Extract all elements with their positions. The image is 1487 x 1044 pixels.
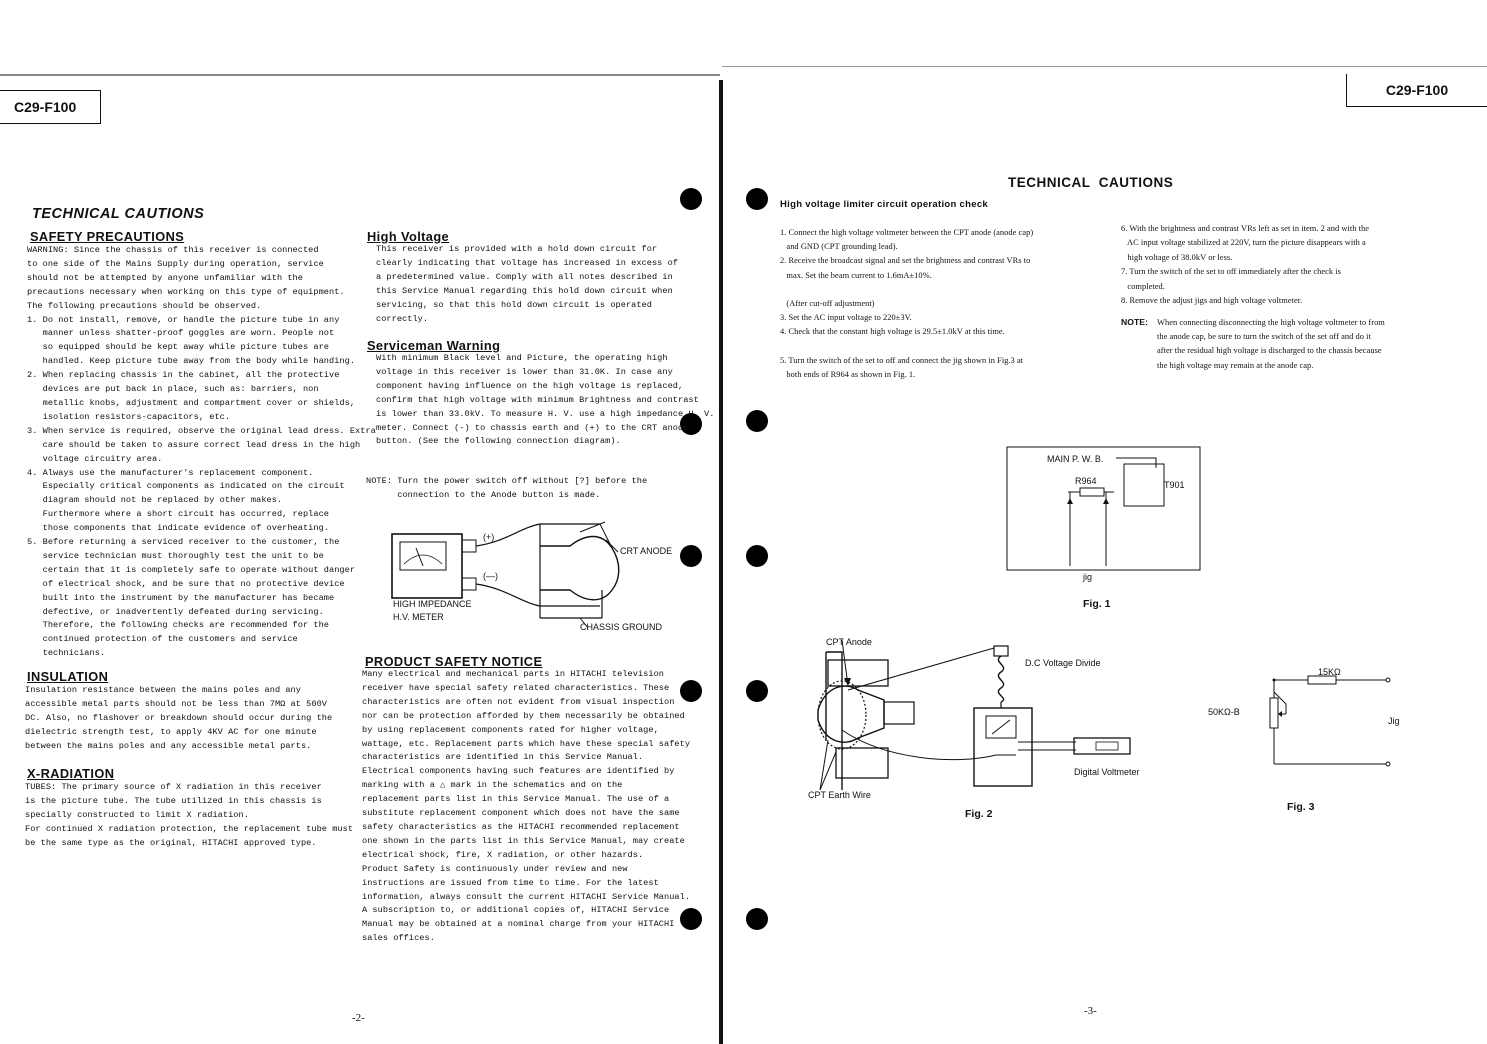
fig1-main-pwb: MAIN P. W. B. (1047, 454, 1104, 464)
serviceman-text (376, 352, 714, 449)
text-line: 3. When service is required, observe the original lead dress. Extra (27, 425, 376, 436)
fig3-r50k: 50KΩ-B (1208, 707, 1240, 717)
text-line: Furthermore where a short circuit has occurred, replace (27, 509, 330, 520)
text-line: dielectric strength test, to apply 4KV AC for one minute (25, 726, 317, 737)
text-line (780, 340, 1033, 354)
text-line (780, 283, 1033, 297)
text-line: so equipped should be kept away while picture tubes are (27, 342, 330, 353)
text-line: defective, or inadvertently defeated during servicing. (27, 606, 324, 617)
fig3-r15k: 15KΩ (1318, 667, 1341, 677)
text-line: information, always consult the current HITACHI Service Manual. (362, 891, 691, 902)
text-line: characteristics are identified in this Service Manual. (362, 752, 644, 763)
chassis-ground-label: CHASSIS GROUND (580, 622, 663, 632)
fig2-dc-divide: D.C Voltage Divide (1025, 658, 1101, 668)
fig2-cpt-anode: CPT Anode (826, 637, 872, 647)
fig1-jig: jig (1083, 572, 1093, 582)
text-line: between the mains poles and any accessible metal parts. (25, 740, 312, 751)
text-line: NOTE: Turn the power switch off without [?] before the (366, 476, 648, 486)
text-line: WARNING: Since the chassis of this receiver is connected (27, 245, 319, 255)
text-line: confirm that high voltage with minimum Brightness and contrast (376, 394, 699, 405)
fig1-diagram (1006, 446, 1202, 576)
text-line: replacement parts list in this Service Manual. The use of a (362, 794, 670, 805)
text-line: Especially critical components as indicated on the circuit (27, 481, 345, 492)
text-line: (After cut-off adjustment) (780, 299, 875, 309)
text-line: The following precautions should be observed. (27, 300, 262, 311)
text-line: 2. When replacing chassis in the cabinet, all the protective (27, 370, 340, 381)
text-line: 8. Remove the adjust jigs and high voltage voltmeter. (1121, 296, 1303, 306)
text-line: 7. Turn the switch of the set to off immediately after the check is (1121, 267, 1341, 277)
text-line: safety characteristics as the HITACHI recommended replacement (362, 821, 680, 832)
text-line: voltage in this receiver is lower than 31.0K. In case any (376, 366, 673, 377)
text-line: This receiver is provided with a hold down circuit for (376, 244, 658, 254)
text-line: service technician must thoroughly test the unit to be (27, 550, 324, 561)
binder-hole (746, 545, 768, 567)
text-line: max. Set the beam current to 1.6mA±10%. (780, 270, 932, 280)
xradiation-heading: X-RADIATION (27, 766, 115, 781)
text-line: specially constructed to limit X radiation. (25, 809, 249, 820)
text-line: 4. Always use the manufacturer's replacement component. (27, 467, 314, 478)
fig2-digital-voltmeter: Digital Voltmeter (1074, 767, 1140, 777)
text-line: When connecting disconnecting the high voltage voltmeter to from (1157, 318, 1385, 327)
text-line: button. (See the following connection diagram). (376, 436, 621, 447)
text-line: certain that it is completely safe to operate without danger (27, 564, 356, 575)
check-steps-col2 (1121, 222, 1369, 308)
text-line: precautions necessary when working on this type of equipment. (27, 286, 345, 297)
text-line: to one side of the Mains Supply during operation, service (27, 258, 324, 269)
text-line: 5. Before returning a serviced receiver to the customer, the (27, 537, 340, 548)
product-safety-text (362, 668, 690, 946)
text-line: clearly indicating that voltage has increased in excess of (376, 257, 679, 268)
fig1-caption: Fig. 1 (1083, 598, 1111, 610)
text-line: Product Safety is continuously under review and new (362, 863, 628, 874)
model-label-right: C29-F100 (1346, 74, 1487, 107)
fig2-cpt-earth: CPT Earth Wire (808, 790, 871, 800)
text-line: With minimum Black level and Picture, the operating high (376, 353, 668, 363)
text-line: substitute replacement component which does not have the same (362, 808, 680, 819)
hv-minus-label: (—) (483, 571, 498, 581)
text-line: handled. Keep picture tube away from the body while handing. (27, 356, 356, 367)
text-line: Many electrical and mechanical parts in HITACHI television (362, 669, 665, 679)
page-spine (719, 80, 723, 1044)
text-line: is the picture tube. The tube utilized in this chassis is (25, 795, 322, 806)
text-line: this Service Manual regarding this hold down circuit when (376, 285, 673, 296)
text-line: 6. With the brightness and contrast VRs left as set in item. 2 and with the (1121, 224, 1370, 233)
left-page-number: -2- (352, 1012, 365, 1024)
text-line: high voltage of 38.0kV or less. (1121, 252, 1233, 262)
binder-hole (746, 680, 768, 702)
text-line: diagram should not be replaced by other makes. (27, 495, 283, 506)
text-line: is lower than 33.0kV. To measure H. V. use a high impedance H. V. (376, 408, 715, 419)
text-line: technicians. (27, 648, 106, 659)
product-safety-heading: PRODUCT SAFETY NOTICE (365, 654, 543, 669)
note-text (1157, 316, 1385, 373)
safety-text (27, 244, 376, 661)
top-edge-left (0, 74, 720, 76)
text-line: devices are put back in place, such as: barriers, non (27, 384, 319, 395)
text-line: component having influence on the high voltage is replaced, (376, 380, 684, 391)
text-line: DC. Also, no flashover or breakdown should occur during the (25, 712, 333, 723)
xradiation-text (25, 781, 353, 851)
fig3-jig: Jig (1388, 716, 1400, 726)
text-line: those components that indicate evidence of overheating. (27, 523, 330, 534)
right-page-subtitle: High voltage limiter circuit operation check (780, 199, 988, 210)
insulation-text (25, 684, 332, 754)
text-line: 3. Set the AC input voltage to 220±3V. (780, 313, 912, 323)
text-line: characteristics are often not evident from visual inspection (362, 696, 675, 707)
right-page-title: TECHNICAL CAUTIONS (1008, 175, 1174, 190)
text-line: the anode cap, be sure to turn the switch of the set off and do it (1157, 332, 1371, 342)
text-line: accessible metal parts should not be less than 7MΩ at 500V (25, 698, 328, 709)
text-line: connection to the Anode button is made. (366, 489, 601, 500)
text-line: AC input voltage stabilized at 220V, turn the picture disappears with a (1121, 238, 1366, 248)
text-line: receiver have special safety related characteristics. These (362, 682, 670, 693)
text-line: wattage, etc. Replacement parts which have these special safety (362, 738, 691, 749)
fig3-caption: Fig. 3 (1287, 801, 1315, 813)
text-line: For continued X radiation protection, the replacement tube must (25, 823, 354, 834)
text-line: TUBES: The primary source of X radiation in this receiver (25, 782, 322, 792)
fig1-t901: T901 (1164, 480, 1185, 490)
text-line: by using replacement components rated for higher voltage, (362, 724, 659, 735)
binder-hole (680, 545, 702, 567)
fig3-diagram (1240, 668, 1400, 778)
binder-hole (746, 188, 768, 210)
text-line: continued protection of the customers and service (27, 634, 298, 645)
binder-hole (680, 188, 702, 210)
text-line: Electrical components having such features are identified by (362, 766, 675, 777)
text-line: one shown in the parts list in this Service Manual, may create (362, 835, 685, 846)
text-line: Therefore, the following checks are recommended for the (27, 620, 330, 631)
text-line: after the residual high voltage is discharged to the chassis because (1157, 346, 1382, 356)
text-line: 1. Connect the high voltage voltmeter between the CPT anode (anode cap) (780, 228, 1034, 237)
text-line: correctly. (376, 313, 429, 324)
text-line: both ends of R964 as shown in Fig. 1. (780, 370, 916, 380)
text-line: 2. Receive the broadcast signal and set the brightness and contrast VRs to (780, 256, 1031, 266)
text-line: marking with a △ mark in the schematics and on the (362, 780, 623, 791)
text-line: sales offices. (362, 933, 435, 944)
text-line: electrical shock, fire, X radiation, or other hazards. (362, 849, 644, 860)
note-label: NOTE: (1121, 317, 1148, 327)
text-line: 5. Turn the switch of the set to off and connect the jig shown in Fig.3 at (780, 355, 1024, 365)
serviceman-heading: Serviceman Warning (367, 338, 501, 353)
text-line: nor can be protection afforded by them necessarily be obtained (362, 710, 685, 721)
top-edge-right (722, 66, 1487, 67)
text-line: meter. Connect (-) to chassis earth and (+) to the CRT anode (376, 422, 689, 433)
fig2-caption: Fig. 2 (965, 808, 993, 820)
fig1-r964: R964 (1075, 476, 1097, 486)
binder-hole (746, 410, 768, 432)
text-line: a predetermined value. Comply with all notes described in (376, 271, 673, 282)
text-line: 4. Check that the constant high voltage is 29.5±1.0kV at this time. (780, 327, 1005, 337)
text-line: metallic knobs, adjustment and compartment cover or shields, (27, 397, 356, 408)
left-page-title: TECHNICAL CAUTIONS (32, 206, 205, 222)
insulation-heading: INSULATION (27, 669, 109, 684)
hv-meter-label-2: H.V. METER (393, 612, 444, 622)
text-line: Insulation resistance between the mains poles and any (25, 685, 301, 695)
serviceman-note (366, 475, 647, 503)
high-voltage-heading: High Voltage (367, 229, 450, 244)
model-label-left: C29-F100 (0, 90, 101, 124)
check-steps-col1 (780, 226, 1033, 382)
text-line: completed. (1121, 281, 1165, 291)
text-line: should not be attempted by anyone unfamiliar with the (27, 272, 303, 283)
text-line: voltage circuitry area. (27, 453, 163, 464)
text-line: built into the instrument by the manufacturer has became (27, 592, 335, 603)
text-line: care should be taken to assure correct lead dress in the high (27, 439, 361, 450)
hv-plus-label: (+) (483, 532, 495, 542)
binder-hole (746, 908, 768, 930)
text-line: Manual may be obtained at a nominal charge from your HITACHI (362, 919, 675, 930)
text-line: of electrical shock, and be sure that no protective device (27, 578, 345, 589)
crt-anode-label: CRT ANODE (620, 546, 673, 556)
text-line: manner unless shatter-proof goggles are worn. People not (27, 328, 335, 339)
text-line: and GND (CPT grounding lead). (780, 242, 898, 252)
text-line: servicing, so that this hold down circuit is operated (376, 299, 652, 310)
text-line: A subscription to, or additional copies of, HITACHI Service (362, 905, 670, 916)
text-line: be the same type as the original, HITACHI approved type. (25, 837, 317, 848)
text-line: 1. Do not install, remove, or handle the picture tube in any (27, 314, 340, 325)
text-line: isolation resistors-capacitors, etc. (27, 411, 231, 422)
text-line: the high voltage may remain at the anode cap. (1157, 360, 1314, 370)
hv-meter-label-1: HIGH IMPEDANCE (393, 599, 472, 609)
text-line: instructions are issued from time to time. For the latest (362, 877, 659, 888)
right-page-number: -3- (1084, 1005, 1097, 1017)
safety-heading: SAFETY PRECAUTIONS (30, 229, 185, 244)
high-voltage-text (376, 243, 678, 326)
